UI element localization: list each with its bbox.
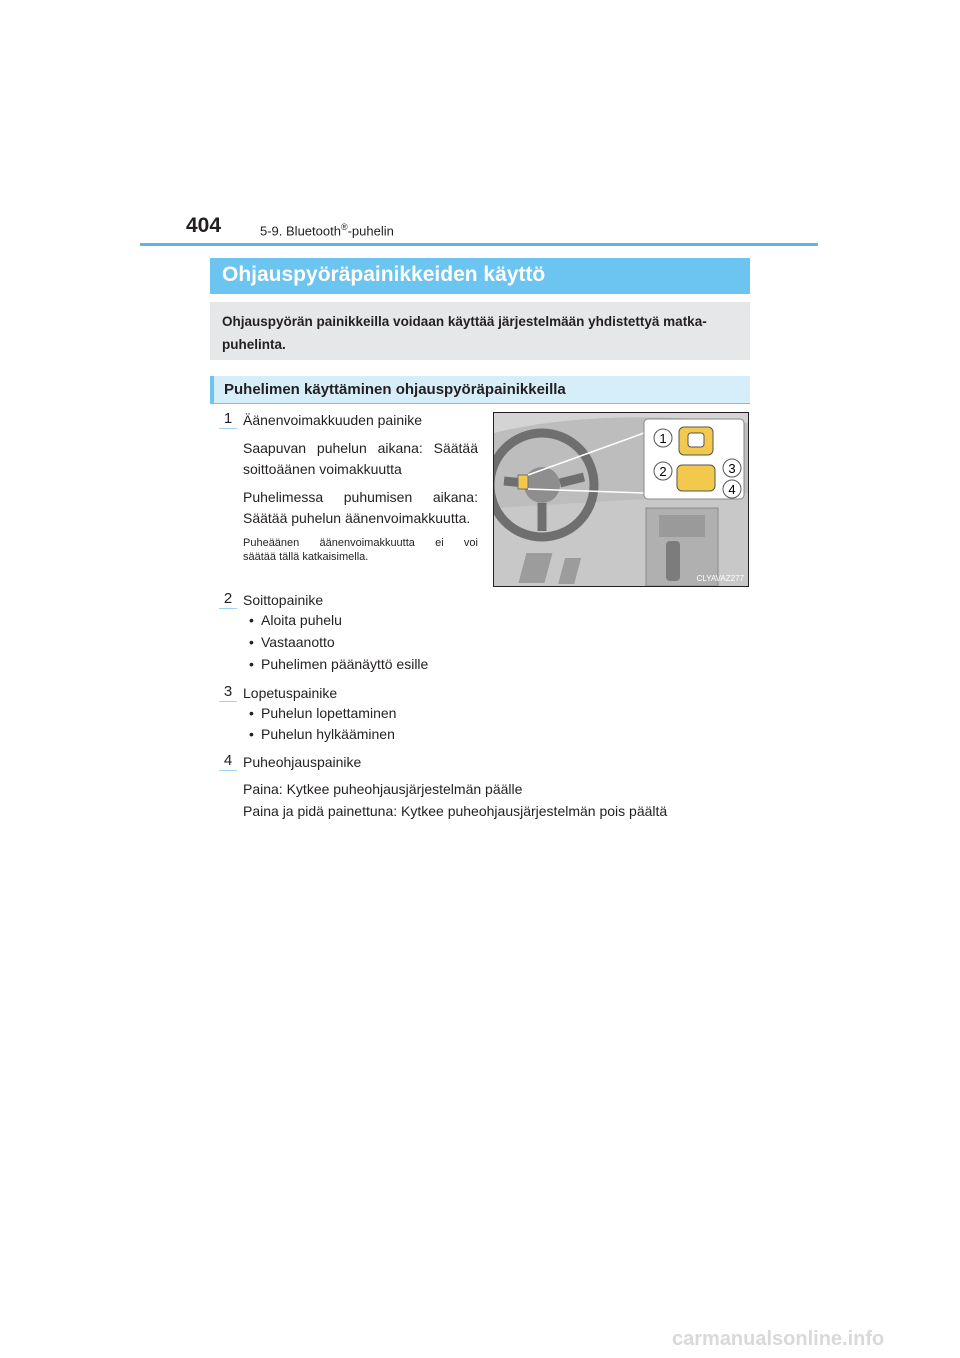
- callout-2: 2: [659, 464, 667, 479]
- item-3-title: Lopetuspainike: [243, 685, 338, 701]
- callout-4: 4: [728, 482, 736, 497]
- header-rule: [140, 243, 818, 246]
- item-4-line-2: Paina ja pidä painettuna: Kytkee puheohjausjärjestelmän pois päältä: [243, 803, 668, 819]
- item-2-title: Soittopainike: [243, 592, 324, 608]
- registered-mark: ®: [340, 222, 348, 232]
- subsection-title: Puhelimen käyttäminen ohjauspyöräpainikkeilla: [210, 376, 750, 404]
- item-1-para2-line2: Säätää puhelun äänenvoimakkuutta.: [243, 510, 471, 526]
- item-1-para1-line2: soittoäänen voimakkuutta: [243, 461, 402, 477]
- item-number-3: 3: [221, 683, 235, 700]
- item-3-bullet-1: • Puhelun lopettaminen: [261, 705, 396, 721]
- item-1-para2-line1: Puhelimessa puhumisen aikana:: [243, 489, 478, 505]
- steering-wheel-figure: [493, 412, 749, 587]
- page-number: 404: [186, 214, 222, 237]
- steering-wheel-illustration: [494, 413, 748, 586]
- item-number-2: 2: [221, 590, 235, 607]
- item-1-note-line1: Puheäänen äänenvoimakkuutta ei voi: [243, 537, 478, 549]
- intro-box: [210, 302, 750, 360]
- intro-line-1: Ohjauspyörän painikkeilla voidaan käyttää järjestelmään yhdistettyä matka-: [222, 314, 707, 329]
- watermark: carmanualsonline.info: [672, 1328, 885, 1350]
- callout-3: 3: [728, 461, 736, 476]
- item-2-bullet-1: • Aloita puhelu: [261, 612, 342, 628]
- figure-code: CLYAVAZ277: [696, 574, 744, 583]
- chapter-title: [260, 222, 394, 238]
- item-number-1: 1: [221, 410, 235, 427]
- item-3-bullet-2: • Puhelun hylkääminen: [261, 726, 395, 742]
- callout-1: 1: [659, 431, 667, 446]
- item-2-bullet-3: • Puhelimen päänäyttö esille: [261, 656, 428, 672]
- item-number-4: 4: [221, 752, 235, 769]
- item-1-para1-line1: Saapuvan puhelun aikana: Säätää: [243, 440, 478, 456]
- chapter-suffix: -puhelin: [347, 223, 394, 239]
- item-2-bullet-2: • Vastaanotto: [261, 634, 335, 650]
- item-1-note-line2: säätää tällä katkaisimella.: [243, 551, 369, 563]
- chapter-name: 5-9. Bluetooth: [260, 223, 341, 239]
- section-title: Ohjauspyöräpainikkeiden käyttö: [210, 258, 750, 294]
- intro-line-2: puhelinta.: [222, 337, 286, 352]
- item-4-title: Puheohjauspainike: [243, 754, 362, 770]
- item-1-title: Äänenvoimakkuuden painike: [243, 412, 423, 428]
- item-4-line-1: Paina: Kytkee puheohjausjärjestelmän päälle: [243, 781, 523, 797]
